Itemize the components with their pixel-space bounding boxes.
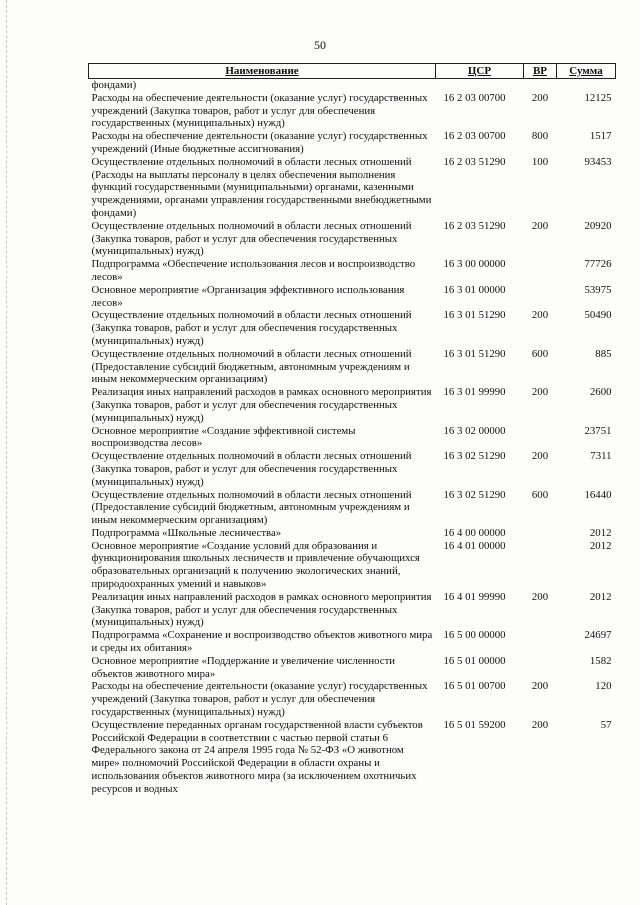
table-row [89,591,616,629]
cell-sum: 20920 [584,219,612,232]
table-row [89,540,616,591]
cell-vr: 200 [531,219,549,232]
cell-name: Реализация иных направлений расходов в рамках основного мероприятия (Закупка товаров, работ и услуг для обеспечения государственных (муниципальных) нужд) [91,590,432,629]
scan-edge [6,0,7,905]
cell-name: фондами) [91,79,137,91]
table-header-row [89,64,616,79]
cell-vr: 600 [531,488,549,501]
cell-sum: 77726 [584,258,612,271]
cell-vr [524,425,557,451]
cell-name: Осуществление отдельных полномочий в области лесных отношений (Закупка товаров, работ и услуг для обеспечения государственных (муниципальных) нужд) [91,450,412,488]
cell-csr: 16 4 00 00000 [443,526,506,539]
cell-name: Осуществление отдельных полномочий в области лесных отношений (Предоставление субсидий бюджетным, автономным учреждениям и иным некоммерческим организациям) [91,347,412,386]
cell-csr: 16 3 00 00000 [443,258,506,271]
cell-name: Основное мероприятие «Создание условий для образования и функционирования школьных лесничеств и привлечение обучающихся образовательных организаций к получению экологических знаний, природоохранных умений и навыков» [91,539,420,591]
cell-vr [524,655,557,681]
cell-vr: 200 [531,718,549,731]
cell-vr [524,79,557,92]
cell-csr: 16 2 03 51290 [443,155,506,168]
cell-vr [524,629,557,655]
cell-csr: 16 3 02 51290 [443,488,506,501]
cell-vr [524,284,557,310]
table-row [89,629,616,655]
table-body [89,79,616,796]
table-row [89,719,616,796]
cell-vr [524,258,557,284]
cell-csr: 16 2 03 00700 [443,130,506,143]
table-row [89,348,616,386]
table-row [89,79,616,92]
table-row [89,655,616,681]
cell-name: Расходы на обеспечение деятельности (оказание услуг) государственных учреждений (Иные бюджетные ассигнования) [91,130,428,155]
cell-sum: 57 [600,718,612,731]
cell-sum: 2012 [589,526,612,539]
cell-sum: 1582 [589,654,612,667]
cell-sum: 53975 [584,283,612,296]
cell-sum [557,79,616,92]
cell-sum: 24697 [584,629,612,642]
cell-csr: 16 4 01 00000 [443,539,506,552]
cell-name: Осуществление отдельных полномочий в области лесных отношений (Предоставление субсидий бюджетным, автономным учреждениям и иным некоммерческим организациям) [91,488,412,527]
cell-name: Реализация иных направлений расходов в рамках основного мероприятия (Закупка товаров, работ и услуг для обеспечения государственных (муниципальных) нужд) [91,386,432,424]
cell-name: Основное мероприятие «Поддержание и увеличение численности объектов животного мира» [91,654,396,680]
cell-name: Подпрограмма «Сохранение и воспроизводство объектов животного мира и среды их обитания» [91,629,433,655]
cell-name: Осуществление отдельных полномочий в области лесных отношений (Закупка товаров, работ и услуг для обеспечения государственных (муниципальных) нужд) [91,309,412,347]
cell-csr: 16 3 01 51290 [443,309,506,322]
table-row [89,680,616,718]
table-row [89,425,616,451]
header-sum: Сумма [557,64,616,79]
cell-vr: 200 [531,386,549,399]
cell-sum: 12125 [584,91,612,104]
table-row [89,386,616,424]
cell-csr: 16 5 01 00000 [443,654,506,667]
cell-name: Осуществление отдельных полномочий в области лесных отношений (Закупка товаров, работ и услуг для обеспечения государственных (муниципальных) нужд) [91,219,412,258]
cell-csr: 16 5 00 00000 [443,629,506,642]
cell-csr: 16 5 01 59200 [443,718,506,731]
cell-vr: 100 [531,155,549,168]
table-row [89,527,616,540]
cell-sum: 23751 [584,424,612,437]
table-row [89,309,616,347]
cell-vr: 200 [531,590,549,603]
cell-vr: 200 [531,91,549,104]
table-row [89,130,616,156]
cell-sum: 50490 [584,309,612,322]
cell-name: Осуществление отдельных полномочий в области лесных отношений (Расходы на выплаты персоналу в целях обеспечения выполнения функций государственными (муниципальными) органами, казенными учреждениями, органами управления государственными внебюджетными фондами) [91,155,432,219]
cell-csr: 16 5 01 00700 [443,680,506,693]
cell-vr: 200 [531,309,549,322]
header-vr: ВР [524,64,557,79]
cell-sum: 120 [595,680,612,693]
cell-sum: 885 [595,347,612,360]
cell-sum: 2600 [589,386,612,399]
cell-csr: 16 3 02 00000 [443,424,506,437]
cell-vr: 200 [531,680,549,693]
cell-name: Осуществление переданных органам государственной власти субъектов Российской Федерации в соответствии с частью первой статьи 6 Федерального закона от 24 апреля 1995 года № 52-ФЗ «О животном мире» полномочий Российской Федерации в области охраны и использования объектов животного мира (за исключением охотничьих ресурсов и водных [91,718,423,795]
cell-name: Основное мероприятие «Организация эффективного использования лесов» [91,283,405,309]
header-csr: ЦСР [436,64,524,79]
cell-csr: 16 2 03 51290 [443,219,506,232]
cell-csr: 16 2 03 00700 [443,91,506,104]
cell-sum: 2012 [589,539,612,552]
page-number: 50 [314,38,326,52]
cell-name: Основное мероприятие «Создание эффективной системы воспроизводства лесов» [91,424,356,450]
table-row [89,450,616,488]
budget-table [88,63,616,796]
table-row [89,156,616,220]
cell-csr: 16 4 01 99990 [443,590,506,603]
cell-sum: 2012 [589,590,612,603]
table-row [89,92,616,130]
cell-csr: 16 3 01 99990 [443,386,506,399]
cell-name: Подпрограмма «Школьные лесничества» [91,526,282,539]
cell-sum: 1517 [589,130,612,143]
header-name: Наименование [89,64,436,79]
cell-sum: 93453 [584,155,612,168]
cell-csr [436,79,524,92]
cell-name: Расходы на обеспечение деятельности (оказание услуг) государственных учреждений (Закупка товаров, работ и услуг для обеспечения государственных (муниципальных) нужд) [91,680,428,719]
cell-csr: 16 3 01 00000 [443,283,506,296]
cell-sum: 16440 [584,488,612,501]
cell-vr: 600 [531,347,549,360]
table-row [89,489,616,527]
cell-vr [524,540,557,591]
table-row [89,220,616,258]
cell-csr: 16 3 01 51290 [443,347,506,360]
cell-vr: 800 [531,130,549,143]
cell-sum: 7311 [590,450,612,463]
cell-csr: 16 3 02 51290 [443,450,506,463]
cell-vr [524,527,557,540]
cell-vr: 200 [531,450,549,463]
cell-name: Подпрограмма «Обеспечение использования лесов и воспроизводство лесов» [91,258,416,283]
cell-name: Расходы на обеспечение деятельности (оказание услуг) государственных учреждений (Закупка товаров, работ и услуг для обеспечения государственных (муниципальных) нужд) [91,91,428,130]
table-row [89,284,616,310]
table-row [89,258,616,284]
